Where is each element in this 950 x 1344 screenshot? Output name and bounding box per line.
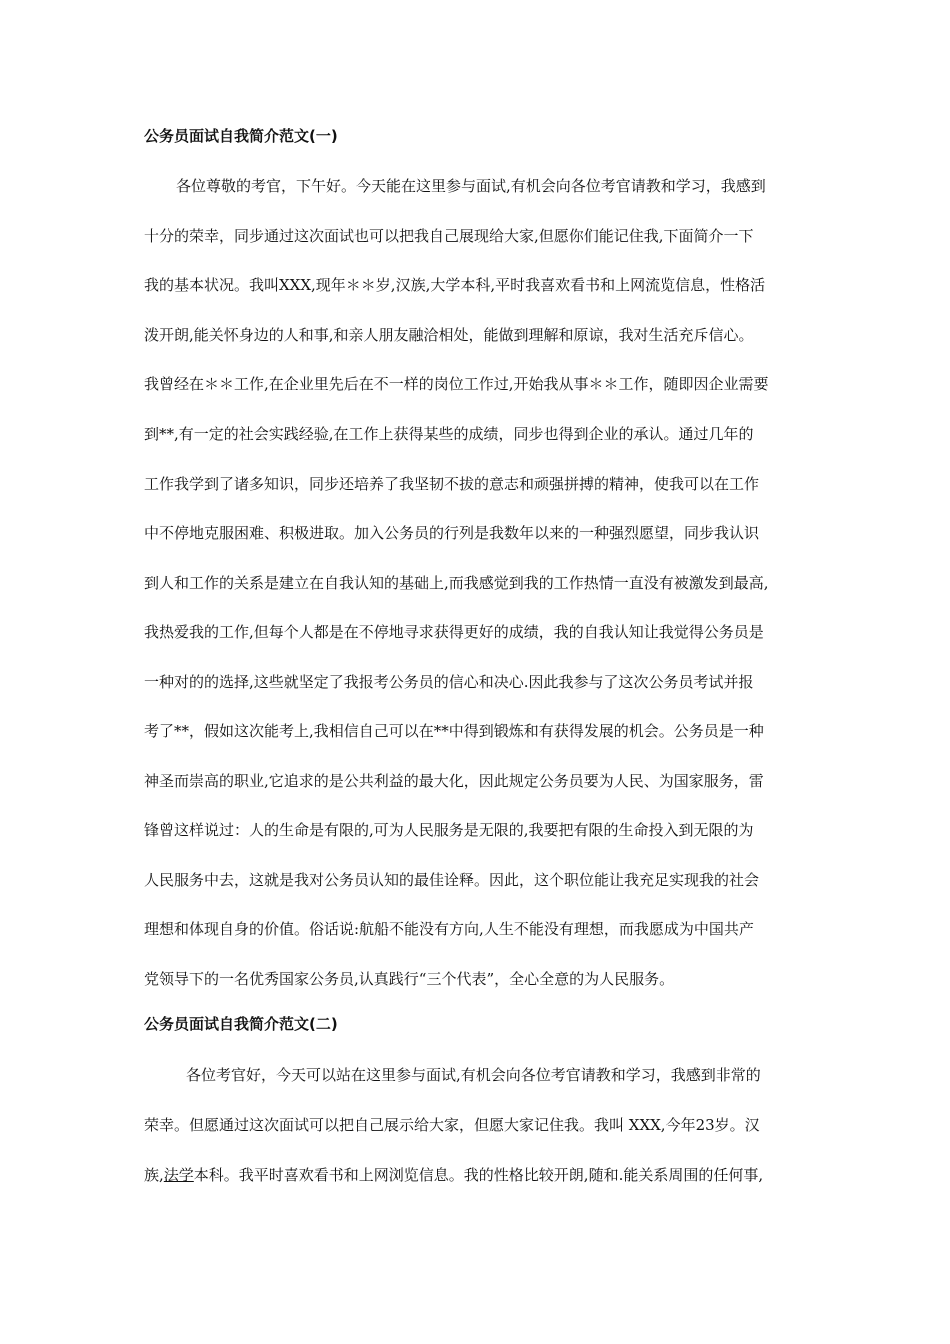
- section1-line-13: 神圣而崇高的职业,它追求的是公共利益的最大化，因此规定公务员要为人民、为国家服务，雷: [144, 772, 764, 790]
- section1-line-2: 十分的荣幸，同步通过这次面试也可以把我自己展现给大家,但愿你们能记住我,下面简介一下: [144, 227, 754, 245]
- section1-line-9: 到人和工作的关系是建立在自我认知的基础上,而我感觉到我的工作热情一直没有被激发到最高,: [144, 574, 769, 592]
- section2-line-3-start: 族,: [144, 1166, 164, 1184]
- section1-line-14: 锋曾这样说过：人的生命是有限的,可为人民服务是无限的,我要把有限的生命投入到无限的为: [144, 821, 754, 839]
- section1-line-5: 我曾经在＊＊工作,在企业里先后在不一样的岗位工作过,开始我从事＊＊工作，随即因企业需要: [144, 375, 769, 393]
- section1-title: 公务员面试自我简介范文(一): [144, 127, 338, 145]
- section1-line-6: 到**,有一定的社会实践经验,在工作上获得某些的成绩，同步也得到企业的承认。通过几年的: [144, 425, 754, 443]
- section1-line-17: 党领导下的一名优秀国家公务员,认真践行“三个代表”，全心全意的为人民服务。: [144, 970, 675, 988]
- section1-line-16: 理想和体现自身的价值。俗话说:航船不能没有方向,人生不能没有理想，而我愿成为中国共产: [144, 920, 754, 938]
- section1-line-8: 中不停地克服困难、积极进取。加入公务员的行列是我数年以来的一种强烈愿望，同步我认识: [144, 524, 760, 542]
- section1-line-1: 各位尊敬的考官，下午好。今天能在这里参与面试,有机会向各位考官请教和学习，我感到: [176, 177, 766, 195]
- section1-line-4: 泼开朗,能关怀身边的人和事,和亲人朋友融洽相处，能做到理解和原谅，我对生活充斥信心。: [144, 326, 754, 344]
- section2-line-3: [144, 1164, 810, 1186]
- section1-line-3: 我的基本状况。我叫XXX,现年＊＊岁,汉族,大学本科,平时我喜欢看书和上网流览信息，性格活: [144, 276, 766, 294]
- law-link[interactable]: 法学: [163, 1166, 194, 1184]
- section2-line-3-end: 本科。我平时喜欢看书和上网浏览信息。我的性格比较开朗,随和.能关系周围的任何事,: [193, 1166, 764, 1184]
- section1-line-7: 工作我学到了诸多知识，同步还培养了我坚韧不拔的意志和顽强拼搏的精神，使我可以在工作: [144, 475, 760, 493]
- section1-line-12: 考了**，假如这次能考上,我相信自己可以在**中得到锻炼和有获得发展的机会。公务员是一种: [144, 722, 764, 740]
- section1-line-11: 一种对的的选择,这些就坚定了我报考公务员的信心和决心.因此我参与了这次公务员考试并报: [144, 673, 754, 691]
- section2-line-1: 各位考官好，今天可以站在这里参与面试,有机会向各位考官请教和学习，我感到非常的: [186, 1066, 761, 1084]
- section2-title: 公务员面试自我简介范文(二): [144, 1015, 338, 1033]
- section1-line-15: 人民服务中去，这就是我对公务员认知的最佳诠释。因此，这个职位能让我充足实现我的社会: [144, 871, 760, 889]
- section1-line-10: 我热爱我的工作,但每个人都是在不停地寻求获得更好的成绩，我的自我认知让我觉得公务员是: [144, 623, 764, 641]
- section2-line-2: 荣幸。但愿通过这次面试可以把自己展示给大家，但愿大家记住我。我叫 XXX,今年23岁。汉: [144, 1116, 760, 1134]
